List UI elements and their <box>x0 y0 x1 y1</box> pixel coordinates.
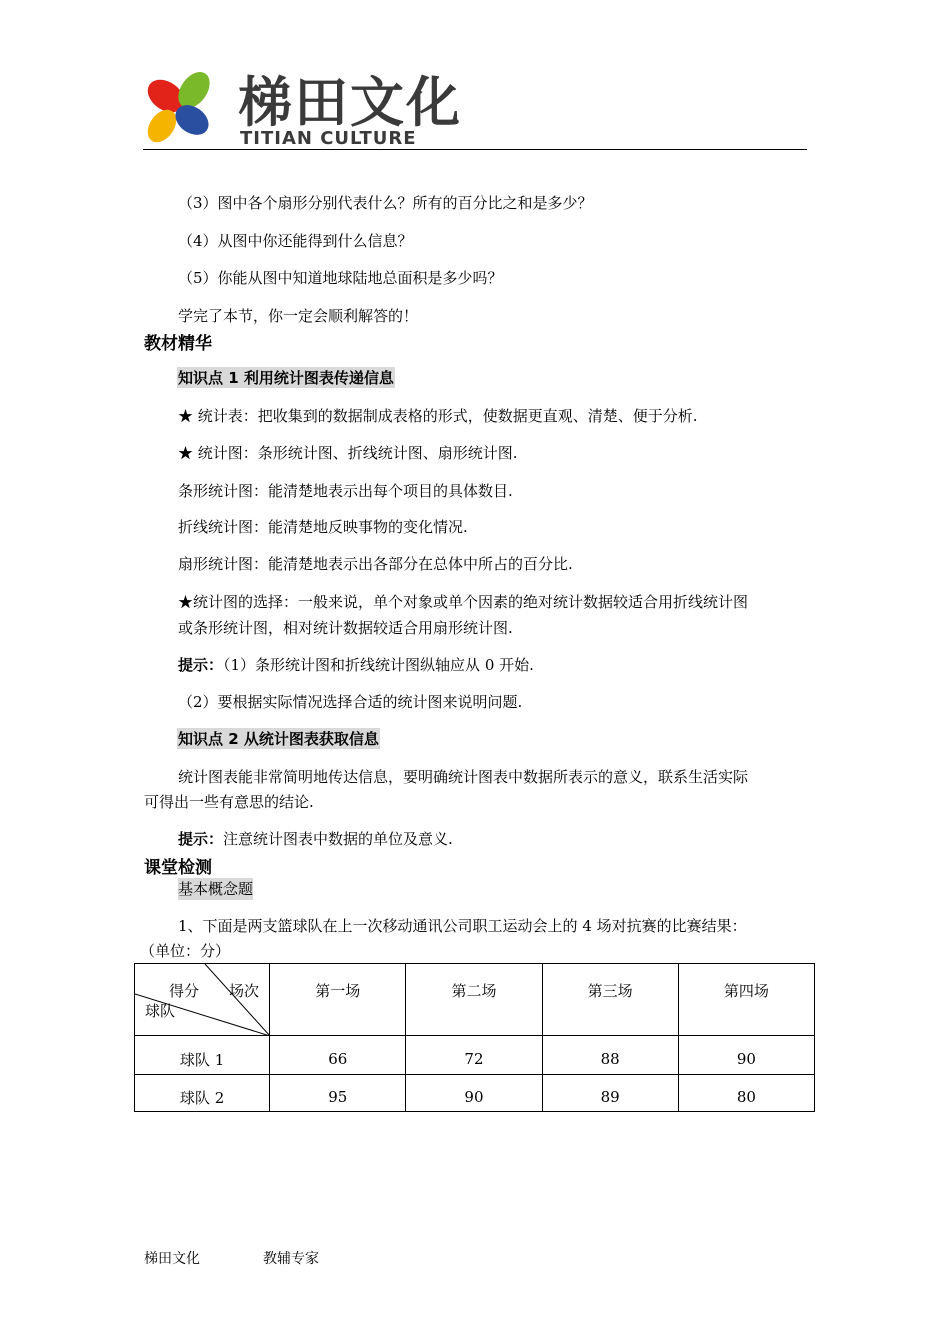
tip-2: （2）要根据实际情况选择合适的统计图来说明问题. <box>178 693 523 711</box>
corner-label-team: 球队 <box>145 1002 176 1020</box>
kp2-line-2: 可得出一些有意思的结论. <box>144 793 314 811</box>
score-cell: 88 <box>542 1036 678 1075</box>
star-statistics-table: ★ 统计表：把收集到的数据制成表格的形式，使数据更直观、清楚、便于分析. <box>178 407 698 425</box>
question-5: （5）你能从图中知道地球陆地总面积是多少吗？ <box>178 269 503 287</box>
score-cell: 80 <box>678 1075 814 1112</box>
table-header-row <box>135 964 815 1036</box>
corner-label-game: 场次 <box>229 982 260 1000</box>
intro-closing: 学完了本节，你一定会顺利解答的！ <box>178 307 419 325</box>
logo <box>142 66 472 150</box>
table-row <box>135 1036 815 1075</box>
kp2-line-1: 统计图表能非常简明地传达信息，要明确统计图表中数据所表示的意义，联系生活实际 <box>178 768 749 786</box>
knowledge-point-1-title: 知识点 1 利用统计图表传递信息 <box>178 369 394 387</box>
flower-logo-icon <box>142 66 218 150</box>
table-row <box>135 1075 815 1112</box>
score-cell: 90 <box>678 1036 814 1075</box>
knowledge-point-2-title: 知识点 2 从统计图表获取信息 <box>178 730 379 748</box>
line-chart-definition: 折线统计图：能清楚地反映事物的变化情况. <box>178 518 468 536</box>
tip-3-text: 注意统计图表中数据的单位及意义. <box>223 830 453 848</box>
star-statistics-chart: ★ 统计图：条形统计图、折线统计图、扇形统计图. <box>178 444 518 462</box>
section-title-textbook-essence: 教材精华 <box>144 334 212 354</box>
question-4: （4）从图中你还能得到什么信息？ <box>178 232 413 250</box>
column-header: 第一场 <box>270 964 406 1036</box>
tip-1 <box>178 654 534 676</box>
logo-text-chinese: 梯田文化 <box>238 71 462 134</box>
column-header: 第四场 <box>678 964 814 1036</box>
score-cell: 66 <box>270 1036 406 1075</box>
logo-text-english: TITIAN CULTURE <box>240 128 417 149</box>
problem-1-line-1: 1、下面是两支篮球队在上一次移动通讯公司职工运动会上的 4 场对抗赛的比赛结果： <box>178 917 747 935</box>
tip-1-text: （1）条形统计图和折线统计图纵轴应从 0 开始. <box>223 656 534 674</box>
column-header: 第二场 <box>406 964 542 1036</box>
score-cell: 72 <box>406 1036 542 1075</box>
team-name-cell: 球队 1 <box>135 1036 270 1075</box>
problem-1-line-2: （单位：分） <box>140 942 231 960</box>
tip-3-label: 提示： <box>178 830 224 848</box>
subtitle-basic-concepts: 基本概念题 <box>178 880 254 898</box>
question-3: （3）图中各个扇形分别代表什么？所有的百分比之和是多少？ <box>178 194 593 212</box>
score-cell: 90 <box>406 1075 542 1112</box>
bar-chart-definition: 条形统计图：能清楚地表示出每个项目的具体数目. <box>178 482 513 500</box>
score-cell: 95 <box>270 1075 406 1112</box>
tip-3 <box>178 828 453 850</box>
pie-chart-definition: 扇形统计图：能清楚地表示出各部分在总体中所占的百分比. <box>178 555 573 573</box>
team-name-cell: 球队 2 <box>135 1075 270 1112</box>
column-header: 第三场 <box>542 964 678 1036</box>
tip-label: 提示： <box>178 656 224 674</box>
footer-left: 梯田文化 <box>144 1251 200 1267</box>
corner-label-score: 得分 <box>169 982 200 1000</box>
header-rule <box>143 149 807 150</box>
section-title-class-test: 课堂检测 <box>144 858 212 878</box>
chart-choice-line-2: 或条形统计图，相对统计数据较适合用扇形统计图. <box>178 619 513 637</box>
footer-right: 教辅专家 <box>263 1251 319 1267</box>
score-table <box>134 963 815 1112</box>
table-corner-cell <box>135 964 270 1036</box>
chart-choice-line-1: ★统计图的选择：一般来说，单个对象或单个因素的绝对统计数据较适合用折线统计图 <box>178 593 749 611</box>
score-cell: 89 <box>542 1075 678 1112</box>
